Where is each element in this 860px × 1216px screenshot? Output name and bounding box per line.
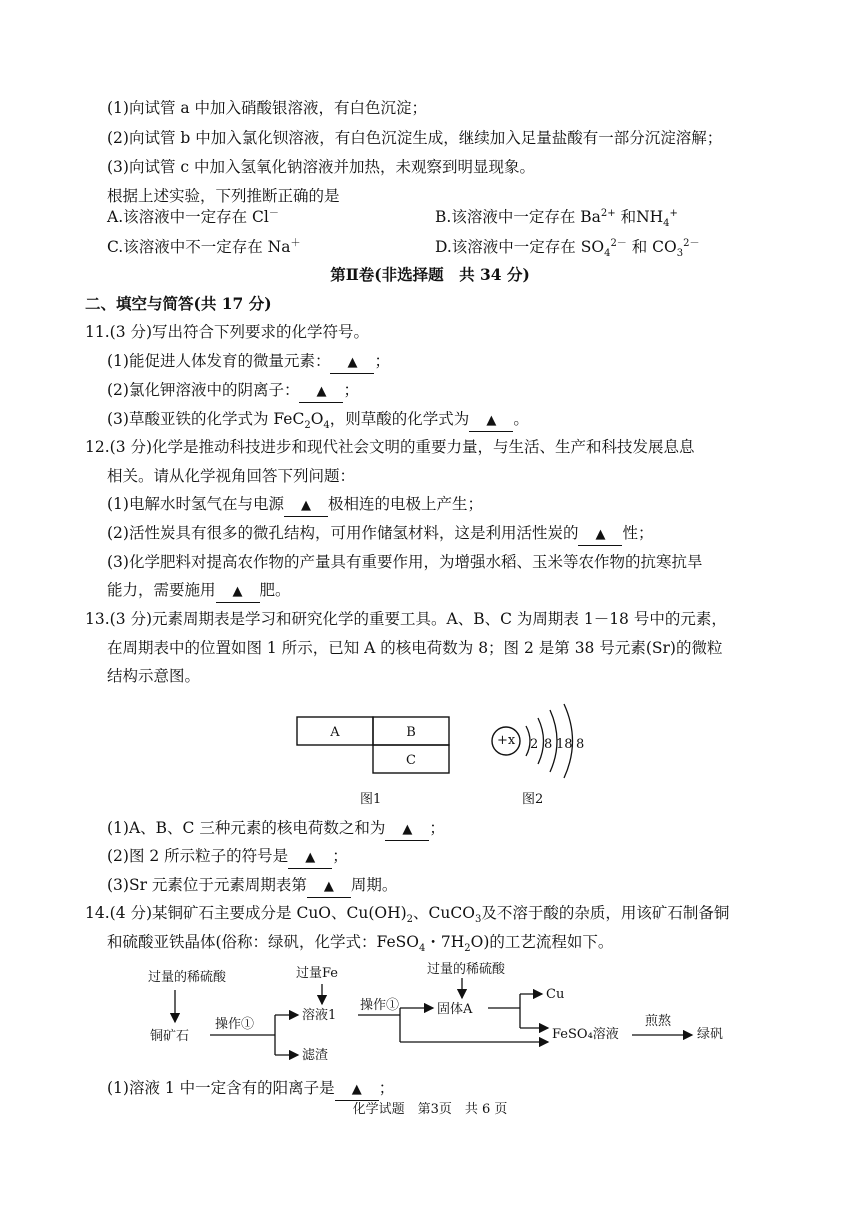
q10-line2: (2)向试管 b 中加入氯化钡溶液，有白色沉淀生成，继续加入足量盐酸有一部分沉淀溶解；: [107, 129, 723, 147]
q12-part2: (2)活性炭具有很多的微孔结构，可用作储氢材料，这是利用活性炭的 ▲ 性；: [107, 523, 653, 546]
q10-option-d: D.该溶液中一定存在 $SO_4^{2-}$ 和 $CO_3^{2-}$: [435, 237, 700, 260]
cell-c-label: C: [406, 753, 416, 768]
section2-heading: 二、填空与简答(共 17 分): [85, 294, 272, 313]
q10-option-c: C.该溶液中不一定存在 Na＋: [107, 237, 301, 256]
answer-blank[interactable]: ▲: [578, 523, 622, 546]
cell-a-label: A: [330, 725, 340, 740]
q11-stem: 11.(3 分)写出符合下列要求的化学符号。: [85, 323, 370, 341]
answer-blank[interactable]: ▲: [330, 351, 374, 374]
flow-solid-a: 固体A: [437, 1002, 473, 1017]
q12-part3-line2: 能力，需要施用 ▲ 肥。: [107, 580, 291, 603]
q13-part2: (2)图 2 所示粒子的符号是 ▲ ；: [107, 846, 348, 869]
flow-acid2: 过量的稀硫酸: [427, 962, 506, 977]
q13-stem-line2: 在周期表中的位置如图 1 所示，已知 A 的核电荷数为 8；图 2 是第 38 号元素(Sr)的微粒: [107, 639, 723, 657]
nucleus-charge: +x: [497, 733, 516, 748]
figure1-caption: 图1: [360, 792, 382, 807]
q10-option-b: B.该溶液中一定存在 $Ba^{2+}$ 和$NH_4^+$: [435, 207, 678, 230]
flow-op1: 操作①: [215, 1017, 255, 1032]
page-footer: 化学试题 第3页 共 6 页: [352, 1102, 508, 1117]
flow-residue: 滤渣: [302, 1048, 329, 1063]
q12-stem-line2: 相关。请从化学视角回答下列问题：: [107, 467, 356, 485]
q12-part3-line1: (3)化学肥料对提高农作物的产量具有重要作用，为增强水稻、玉米等农作物的抗寒抗旱: [107, 553, 703, 571]
electron-shell-arc: [538, 718, 544, 764]
q14-stem-line2: 和硫酸亚铁晶体(俗称：绿矾，化学式：FeSO$_4$・$7H_2O$)的工艺流程如下。: [107, 933, 614, 955]
q12-stem-line1: 12.(3 分)化学是推动科技进步和现代社会文明的重要力量，与生活、生产和科技发展息息: [85, 438, 695, 456]
q14-part1: (1)溶液 1 中一定含有的阳离子是 ▲ ；: [107, 1078, 394, 1101]
answer-blank[interactable]: ▲: [385, 818, 429, 841]
flow-solution1: 溶液1: [302, 1008, 337, 1023]
flow-ore: 铜矿石: [150, 1029, 190, 1044]
answer-blank[interactable]: ▲: [299, 380, 343, 403]
flow-feso4: FeSO₄溶液: [552, 1027, 619, 1042]
q13-part1: (1)A、B、C 三种元素的核电荷数之和为 ▲ ；: [107, 818, 445, 841]
q11-part1: (1)能促进人体发育的微量元素： ▲ ；: [107, 351, 390, 374]
cell-b-label: B: [406, 725, 416, 740]
q11-part2: (2)氯化钾溶液中的阴离子： ▲ ；: [107, 380, 359, 403]
shell-electrons-1: 2: [530, 737, 539, 752]
q12-part1: (1)电解水时氢气在与电源 ▲ 极相连的电极上产生；: [107, 494, 483, 517]
shell-electrons-2: 8: [544, 737, 553, 752]
q10-line3: (3)向试管 c 中加入氢氧化钠溶液并加热，未观察到明显现象。: [107, 158, 535, 176]
answer-blank[interactable]: ▲: [216, 580, 260, 603]
flow-op2: 操作①: [360, 998, 400, 1013]
flow-boil: 煎熬: [645, 1014, 672, 1029]
answer-blank[interactable]: ▲: [469, 409, 513, 432]
q13-part3: (3)Sr 元素位于元素周期表第 ▲ 周期。: [107, 875, 397, 898]
q10-option-a: A.该溶液中一定存在 Cl－: [107, 207, 279, 226]
q13-stem-line3: 结构示意图。: [107, 667, 201, 685]
figure2-caption: 图2: [522, 792, 544, 807]
flow-product: 绿矾: [697, 1027, 724, 1042]
shell-electrons-3: 18: [556, 737, 573, 752]
flow-acid1: 过量的稀硫酸: [148, 970, 227, 985]
part2-title: 第Ⅱ卷(非选择题 共 34 分): [330, 265, 530, 284]
answer-blank[interactable]: ▲: [288, 846, 332, 869]
answer-blank[interactable]: ▲: [284, 494, 328, 517]
answer-blank[interactable]: ▲: [307, 875, 351, 898]
q14-stem-line1: 14.(4 分)某铜矿石主要成分是 CuO、$Cu(OH)_2$、CuCO$_3$及不溶于酸的杂质，用该矿石制备铜: [85, 904, 730, 926]
q10-line1: (1)向试管 a 中加入硝酸银溶液，有白色沉淀；: [107, 99, 428, 117]
flow-fe: 过量Fe: [296, 966, 339, 981]
q11-part3: (3)草酸亚铁的化学式为 $FeC_2O_4$，则草酸的化学式为 ▲ 。: [107, 410, 529, 432]
answer-blank[interactable]: ▲: [335, 1078, 379, 1101]
flow-cu: Cu: [546, 987, 565, 1002]
q13-stem-line1: 13.(3 分)元素周期表是学习和研究化学的重要工具。A、B、C 为周期表 1－18 号中的元素，: [85, 610, 727, 628]
shell-electrons-4: 8: [576, 737, 585, 752]
q10-stem: 根据上述实验，下列推断正确的是: [107, 187, 340, 205]
